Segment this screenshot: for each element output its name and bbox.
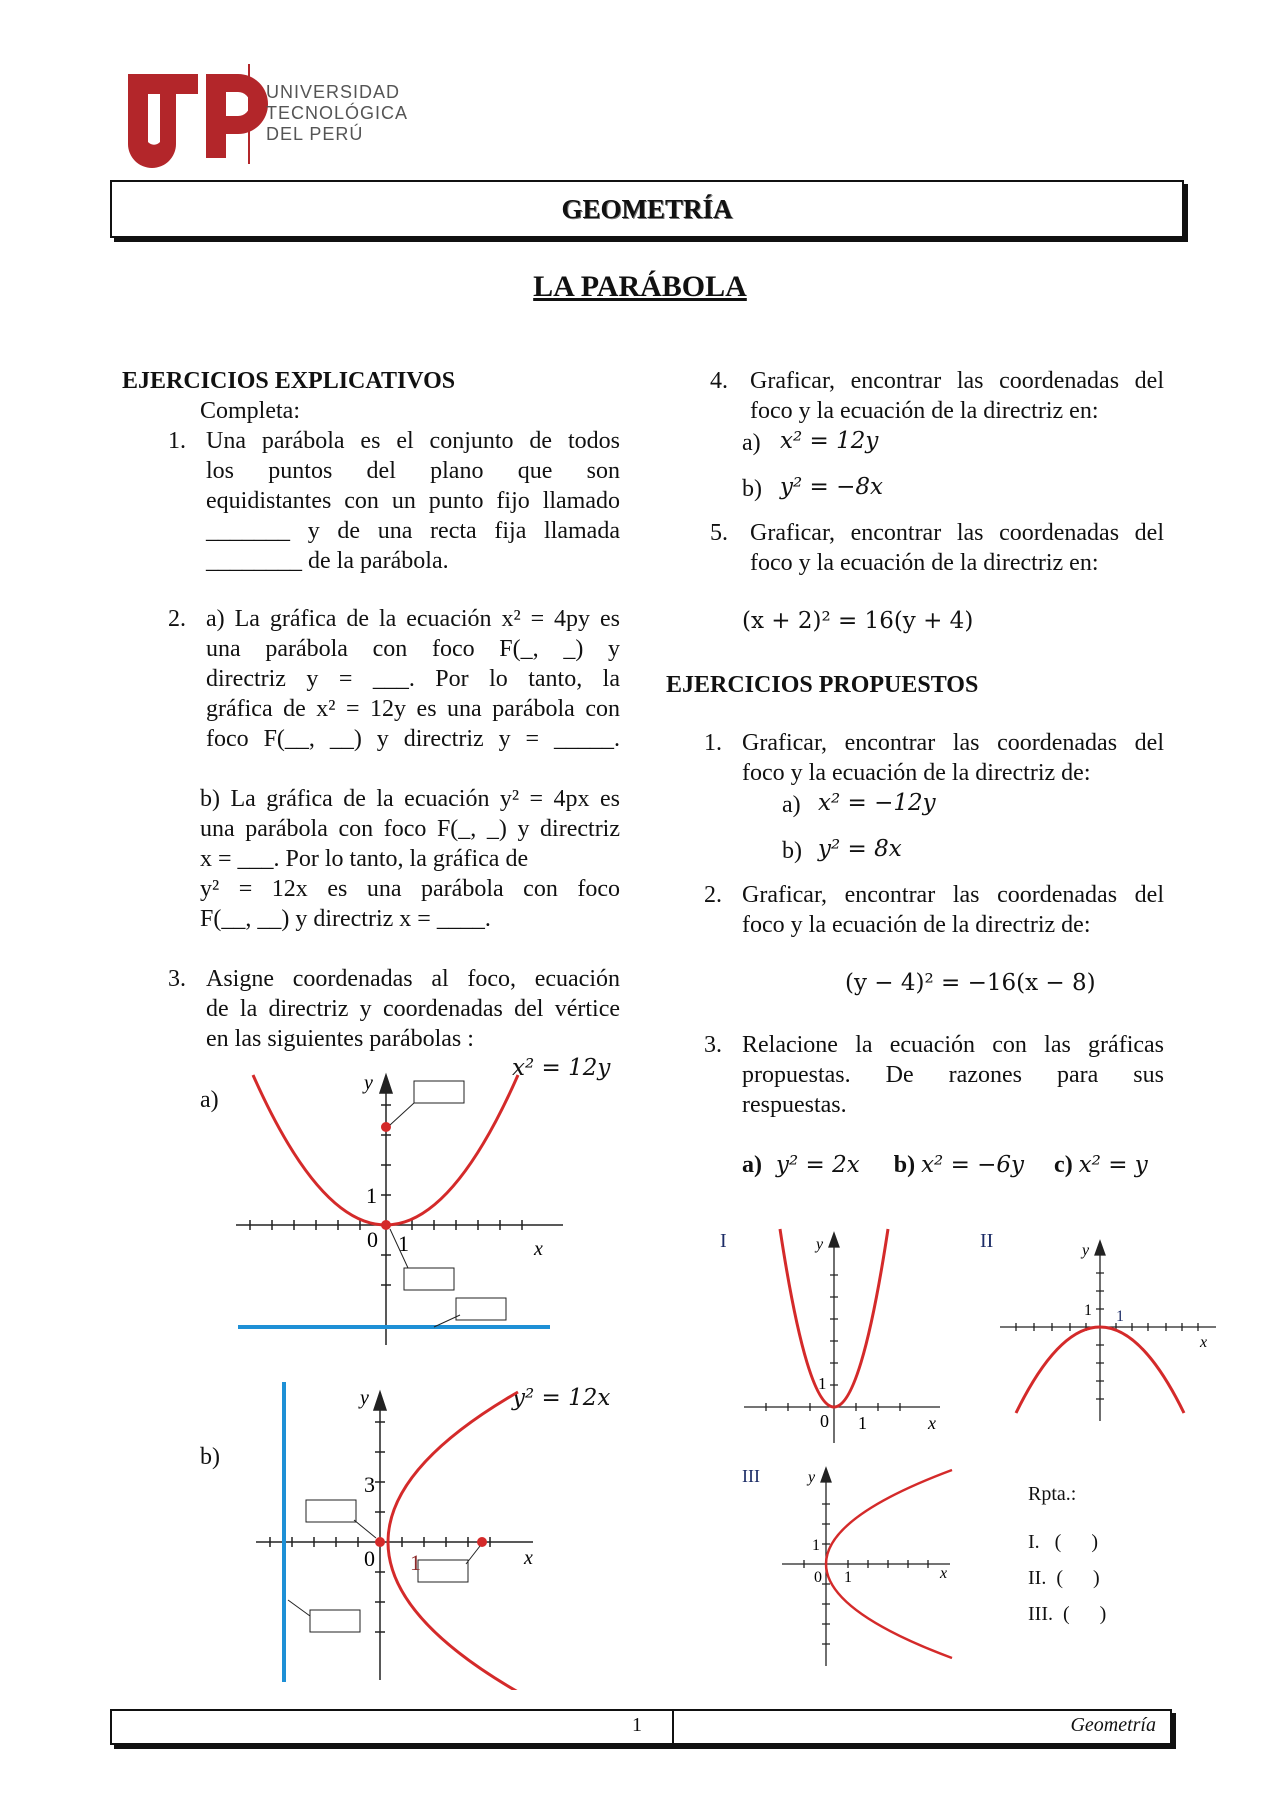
graph-I-tick-y: 1 (818, 1374, 827, 1393)
p1-line: Graficar, encontrar las coordenadas del (742, 730, 1164, 756)
p3-opt-c-label: c) (1054, 1152, 1073, 1178)
q2a-line: gráfica de x² = 12y es una parábola con (206, 696, 620, 722)
p2-equation: (y − 4)² = −16(x − 8) (845, 970, 1096, 996)
p1a-equation: x² = −12y (818, 790, 936, 816)
graph-II-axis-x: x (1200, 1334, 1208, 1351)
q4b-equation: y² = −8x (780, 474, 883, 500)
graph-I-axis-x: x (928, 1413, 936, 1433)
graph-I-label: I (720, 1230, 727, 1252)
q2a-text (206, 604, 620, 754)
q2-number: 2. (168, 606, 186, 632)
p1a-label: a) (782, 792, 801, 818)
q4-text (750, 366, 1164, 426)
title-box (110, 180, 1184, 238)
q1-line: _______ y de una recta fija llamada (206, 518, 620, 544)
graph-b-axis-x: x (524, 1547, 533, 1569)
q2b-line: x = ___. Por lo tanto, la gráfica de (200, 846, 529, 872)
p2-number: 2. (704, 882, 722, 908)
heading-propuestos: EJERCICIOS PROPUESTOS (666, 672, 979, 698)
q3-number: 3. (168, 966, 186, 992)
graph-II-tick-y: 1 (1084, 1302, 1092, 1319)
q2a-line: foco F(__, __) y directriz y = _____. (206, 726, 620, 752)
rpta-item: I. ( ) (1028, 1531, 1098, 1553)
graph-I (708, 1225, 948, 1445)
q2b-text (200, 784, 620, 934)
footer-box (110, 1709, 1172, 1745)
graph-a (228, 1065, 568, 1355)
p3-options (742, 1150, 1148, 1180)
q3-text (206, 964, 620, 1054)
q3-line: en las siguientes parábolas : (206, 1026, 474, 1052)
graph-b-axes (256, 1392, 533, 1680)
p2-line: Graficar, encontrar las coordenadas del (742, 882, 1164, 908)
graph-II-label: II (980, 1230, 994, 1252)
graph-b-tick-x: 1 (410, 1550, 421, 1575)
course-title: GEOMETRÍA (561, 194, 733, 224)
q5-text (750, 518, 1164, 578)
p2-line: foco y la ecuación de la directriz de: (742, 912, 1091, 938)
intro-completa: Completa: (200, 398, 300, 424)
q2b-line: una parábola con foco F(_, _) y directriz (200, 816, 620, 842)
graph-b (248, 1380, 548, 1690)
q4a-label: a) (742, 430, 761, 456)
q5-equation: (x + 2)² = 16(y + 4) (742, 608, 974, 634)
graph-a-focus-point (381, 1122, 391, 1132)
graph-a-tick-y: 1 (366, 1183, 377, 1208)
q2b-line: y² = 12x es una parábola con foco (200, 876, 620, 902)
q5-line: Graficar, encontrar las coordenadas del (750, 520, 1164, 546)
graph-b-focus-point (477, 1537, 487, 1547)
p3-opt-b-label: b) (893, 1152, 916, 1178)
p1-number: 1. (704, 730, 722, 756)
graph-a-origin: 0 (367, 1227, 378, 1252)
q2a-line: directriz y = ___. Por lo tanto, la (206, 666, 620, 692)
graph-III-tick-x: 1 (844, 1569, 852, 1586)
p3-line: propuestas. De razones para sus (742, 1062, 1164, 1088)
graph-III-label: III (742, 1466, 760, 1486)
p1b-label: b) (782, 838, 802, 864)
graph-a-label: a) (200, 1087, 219, 1113)
graph-b-label: b) (200, 1444, 220, 1470)
topic-title: LA PARÁBOLA (533, 270, 747, 303)
graph-III-axis-y: y (808, 1469, 816, 1486)
q4-line: Graficar, encontrar las coordenadas del (750, 368, 1164, 394)
p3-opt-b-eq: x² = −6y (921, 1152, 1025, 1178)
graph-III-tick-y: 1 (812, 1537, 820, 1554)
graph-a-equation: x² = 12y (512, 1055, 611, 1081)
q4-line: foco y la ecuación de la directriz en: (750, 398, 1099, 424)
q4b-label: b) (742, 476, 762, 502)
logo-text-line3: DEL PERÚ (266, 124, 364, 144)
q4-number: 4. (710, 368, 728, 394)
p2-text (742, 880, 1164, 940)
q1-line: ________ de la parábola. (206, 548, 449, 574)
q2b-line: F(__, __) y directriz x = ____. (200, 906, 491, 932)
q5-number: 5. (710, 520, 728, 546)
p3-number: 3. (704, 1032, 722, 1058)
q1-line: los puntos del plano que son (206, 458, 620, 484)
q3-line: Asigne coordenadas al foco, ecuación (206, 966, 620, 992)
footer-divider (672, 1711, 674, 1743)
graph-a-vertex-box (404, 1268, 454, 1290)
graph-III (742, 1460, 972, 1670)
graph-a-vertex-point (381, 1220, 391, 1230)
q1-line: Una parábola es el conjunto de todos (206, 428, 620, 454)
q5-line: foco y la ecuación de la directriz en: (750, 550, 1099, 576)
p3-line: respuestas. (742, 1092, 847, 1118)
graph-III-axis-x: x (940, 1565, 948, 1582)
graph-b-vertex-point (375, 1537, 385, 1547)
graph-a-focus-box (414, 1081, 464, 1103)
graph-a-axis-y: y (364, 1072, 373, 1094)
graph-II-axis-y: y (1082, 1242, 1090, 1259)
graph-I-axis-y: y (816, 1236, 824, 1253)
rpta-item: III. ( ) (1028, 1603, 1107, 1625)
rpta-block (1028, 1476, 1106, 1632)
p3-opt-a-label: a) (742, 1152, 762, 1178)
graph-b-vertex-box (306, 1500, 356, 1522)
graph-a-axis-x: x (534, 1238, 543, 1260)
heading-explicativos: EJERCICIOS EXPLICATIVOS (122, 368, 456, 394)
rpta-title: Rpta.: (1028, 1483, 1077, 1505)
p1-line: foco y la ecuación de la directriz de: (742, 760, 1091, 786)
graph-III-origin: 0 (814, 1569, 822, 1586)
graph-a-tick-x: 1 (398, 1231, 409, 1256)
p1b-equation: y² = 8x (818, 836, 902, 862)
p3-opt-c-eq: x² = y (1078, 1152, 1148, 1178)
graph-a-axes (236, 1075, 563, 1345)
page-number: 1 (632, 1714, 642, 1736)
p3-text (742, 1030, 1164, 1120)
graph-II (976, 1225, 1216, 1425)
graph-b-axis-y: y (360, 1387, 369, 1409)
footer-course: Geometría (1070, 1714, 1156, 1736)
graph-b-parabola (388, 1392, 518, 1690)
graph-a-directrix-box (456, 1298, 506, 1320)
q3-line: de la directriz y coordenadas del vértice (206, 996, 620, 1022)
logo-text-line2: TECNOLÓGICA (266, 103, 409, 123)
q2a-line: una parábola con foco F(_, _) y (206, 636, 620, 662)
graph-II-tick-x: 1 (1116, 1308, 1124, 1325)
graph-b-directrix-box (310, 1610, 360, 1632)
q2a-line: a) La gráfica de la ecuación x² = 4py es (206, 606, 620, 632)
graph-b-equation: y² = 12x (512, 1385, 611, 1411)
q1-text (206, 426, 620, 576)
graph-I-origin: 0 (820, 1411, 829, 1431)
p3-opt-a-eq: y² = 2x (776, 1152, 860, 1178)
q1-line: equidistantes con un punto fijo llamado (206, 488, 620, 514)
rpta-item: II. ( ) (1028, 1567, 1100, 1589)
q4a-equation: x² = 12y (780, 428, 879, 454)
graph-b-tick-y: 3 (364, 1472, 375, 1497)
graph-I-tick-x: 1 (858, 1413, 867, 1433)
graph-b-origin: 0 (364, 1546, 375, 1571)
p1-text (742, 728, 1164, 788)
logo-text-line1: UNIVERSIDAD (266, 82, 401, 102)
graph-b-focus-box (418, 1560, 468, 1582)
logo (118, 60, 428, 170)
q2b-line: b) La gráfica de la ecuación y² = 4px es (200, 786, 620, 812)
p3-line: Relacione la ecuación con las gráficas (742, 1032, 1164, 1058)
q1-number: 1. (168, 428, 186, 454)
